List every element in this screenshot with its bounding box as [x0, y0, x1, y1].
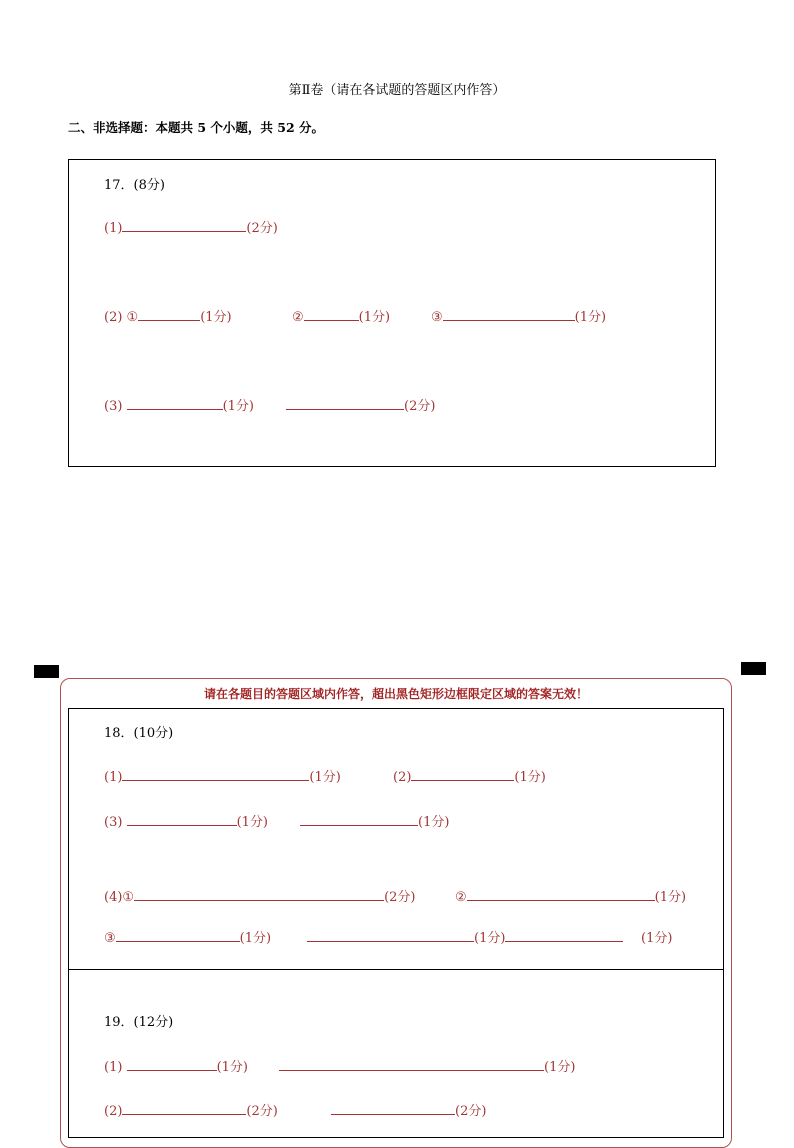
score-label: (1分) [239, 931, 272, 946]
answer-blank[interactable] [300, 814, 418, 826]
q17-row-2-item-2 [292, 306, 390, 325]
section-heading: 二、非选择题：本题共 5 个小题，共 52 分。 [68, 120, 325, 135]
q17-row-2 [104, 306, 232, 325]
q17-row-3-item-2 [286, 395, 435, 414]
answer-blank[interactable] [122, 220, 246, 232]
part-label: (2) ① [104, 310, 139, 325]
part-label: (1) [104, 221, 123, 236]
answer-blank[interactable] [127, 1059, 217, 1071]
score-label: (1分) [474, 931, 506, 946]
q18-row-3-item-2 [455, 886, 686, 905]
score-label: (1分) [309, 770, 341, 785]
score-label: (2分) [246, 221, 278, 236]
score-label: (2分) [384, 890, 416, 905]
part-label: (3) [104, 399, 123, 414]
q17-row-1 [104, 217, 278, 236]
score-label: (1分) [200, 310, 232, 325]
alignment-marker-right [741, 662, 766, 675]
part-label: (4)① [104, 890, 135, 905]
part-label: (1) [104, 1060, 123, 1075]
answer-blank[interactable] [122, 769, 309, 781]
q19-row-1-item-2 [279, 1056, 575, 1075]
score-label: (1分) [544, 1060, 576, 1075]
score-label: (1分) [216, 1060, 248, 1075]
answer-blank[interactable] [307, 930, 474, 942]
part-label: ③ [431, 310, 443, 325]
answer-blank[interactable] [443, 309, 575, 321]
question-17-heading: 17．(8分) [104, 178, 165, 193]
part-label: (2) [104, 1104, 123, 1119]
answer-blank[interactable] [467, 889, 655, 901]
question-divider [68, 969, 724, 970]
q18-row-4-item-2 [307, 927, 623, 946]
q19-row-2 [104, 1100, 278, 1119]
score-label: (1分) [641, 931, 673, 946]
q18-row-3 [104, 886, 416, 905]
score-label: (1分) [418, 815, 450, 830]
question-18-heading: 18．(10分) [104, 726, 174, 741]
score-label: (2分) [404, 399, 436, 414]
part-label: ③ [104, 931, 116, 946]
q19-row-2-item-2 [331, 1100, 486, 1119]
answer-blank[interactable] [286, 398, 404, 410]
q18-row-4 [104, 927, 271, 946]
part-label: ② [455, 890, 467, 905]
answer-blank[interactable] [505, 930, 623, 942]
answer-region-notice: 请在各题目的答题区域内作答，超出黑色矩形边框限定区域的答案无效！ [203, 687, 588, 701]
q17-row-3 [104, 395, 254, 414]
score-label: (2分) [455, 1104, 487, 1119]
score-label: (1分) [358, 310, 391, 325]
question-19-heading: 19．(12分) [104, 1015, 174, 1030]
part-label: ② [292, 310, 304, 325]
score-label: (1分) [514, 770, 546, 785]
q18-row-1 [104, 766, 341, 785]
q18-row-4-item-3 [641, 927, 672, 946]
part-label: (2) [393, 770, 412, 785]
score-label: (1分) [236, 815, 268, 830]
score-label: (1分) [222, 399, 254, 414]
answer-blank[interactable] [304, 309, 359, 321]
q19-row-1 [104, 1056, 248, 1075]
score-label: (1分) [574, 310, 607, 325]
answer-blank[interactable] [122, 1103, 246, 1115]
answer-blank[interactable] [411, 769, 514, 781]
answer-blank[interactable] [127, 398, 223, 410]
answer-blank[interactable] [279, 1059, 544, 1071]
answer-blank[interactable] [127, 814, 237, 826]
exam-title: 第Ⅱ卷（请在各试题的答题区内作答） [288, 83, 506, 98]
score-label: (2分) [246, 1104, 278, 1119]
q18-row-2 [104, 811, 268, 830]
answer-blank[interactable] [116, 930, 240, 942]
answer-blank[interactable] [134, 889, 384, 901]
part-label: (3) [104, 815, 123, 830]
answer-blank[interactable] [138, 309, 200, 321]
q18-row-1-item-2 [393, 766, 546, 785]
alignment-marker-left [34, 665, 59, 678]
q18-row-2-item-2 [300, 811, 449, 830]
part-label: (1) [104, 770, 123, 785]
q17-row-2-item-3 [431, 306, 606, 325]
answer-blank[interactable] [331, 1103, 455, 1115]
score-label: (1分) [654, 890, 687, 905]
